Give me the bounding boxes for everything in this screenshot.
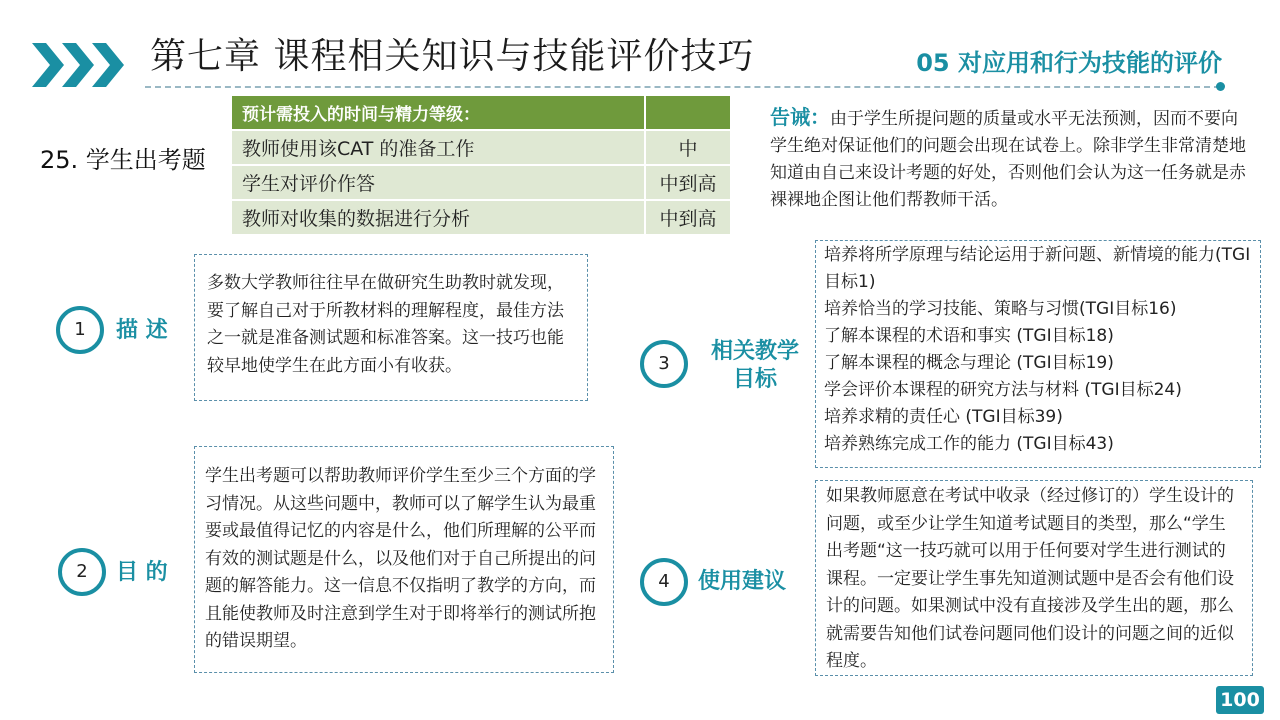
table-cell-item: 教师对收集的数据进行分析 xyxy=(232,200,645,235)
goal-item: 培养恰当的学习技能、策略与习惯(TGI目标16) xyxy=(824,299,1177,319)
page-title: 第七章 课程相关知识与技能评价技巧 xyxy=(150,36,755,77)
number-badge-4: 4 xyxy=(640,558,688,606)
goal-item: 培养求精的责任心 (TGI目标39) xyxy=(824,407,1063,427)
table-row xyxy=(232,165,730,200)
exercise-title: 25. 学生出考题 xyxy=(40,146,206,174)
table-header-empty xyxy=(645,96,730,130)
goal-item: 了解本课程的术语和事实 (TGI目标18) xyxy=(824,326,1114,346)
suggestions-box xyxy=(815,480,1253,676)
goals-box xyxy=(815,240,1261,468)
table-cell-item: 教师使用该CAT 的准备工作 xyxy=(232,130,645,165)
table-row xyxy=(232,130,730,165)
suggestions-text: 如果教师愿意在考试中收录（经过修订的）学生设计的问题，或至少让学生知道考试题目的类型，那么“学生出考题“这一技巧就可以用于任何要对学生进行测试的课程。一定要让学生事先知道测试题中是否会有他们设计的问题。如果测试中没有直接涉及学生出的题，那么就需要告知他们试卷问题同他们设计的问题之间的近似程度。 xyxy=(826,486,1234,671)
table-cell-level: 中 xyxy=(645,130,730,165)
effort-table xyxy=(232,96,730,236)
table-cell-item: 学生对评价作答 xyxy=(232,165,645,200)
number-badge-2: 2 xyxy=(58,548,106,596)
goal-item: 了解本课程的概念与理论 (TGI目标19) xyxy=(824,353,1114,373)
table-header-row xyxy=(232,96,730,130)
warning-note xyxy=(770,104,1248,214)
describe-label: 描 述 xyxy=(116,318,168,343)
number-badge-1: 1 xyxy=(56,306,104,354)
purpose-text: 学生出考题可以帮助教师评价学生至少三个方面的学习情况。从这些问题中，教师可以了解学生认为最重要或最值得记忆的内容是什么，他们所理解的公平而有效的测试题是什么，以及他们对于自己所提出的问题的解答能力。这一信息不仅指明了教学的方向，而且能使教师及时注意到学生对于即将举行的测试所抱的错误期望。 xyxy=(205,466,596,651)
purpose-label: 目 的 xyxy=(116,560,168,585)
section-title: 05 对应用和行为技能的评价 xyxy=(916,49,1222,77)
goals-label-line2: 目标 xyxy=(732,367,777,392)
warning-label: 告诫： xyxy=(770,105,830,129)
describe-text: 多数大学教师往往早在做研究生助教时就发现，要了解自己对于所教材料的理解程度，最佳方法之一就是准备测试题和标准答案。这一技巧也能较早地使学生在此方面小有收获。 xyxy=(207,273,564,376)
number-badge-3: 3 xyxy=(640,340,688,388)
goal-item: 培养将所学原理与结论运用于新问题、新情境的能力(TGI目标1) xyxy=(824,245,1251,292)
goal-item: 学会评价本课程的研究方法与材料 (TGI目标24) xyxy=(824,380,1182,400)
goals-label xyxy=(700,338,810,394)
table-cell-level: 中到高 xyxy=(645,165,730,200)
warning-text: 由于学生所提问题的质量或水平无法预测，因而不要向学生绝对保证他们的问题会出现在试卷上。除非学生非常清楚地知道由自己来设计考题的好处，否则他们会认为这一任务就是赤裸裸地企图让他们帮教师干活。 xyxy=(770,109,1246,210)
goal-item: 培养熟练完成工作的能力 (TGI目标43) xyxy=(824,434,1114,454)
purpose-box xyxy=(194,446,614,673)
chevron-arrows-icon xyxy=(30,40,130,90)
table-header-cell: 预计需投入的时间与精力等级： xyxy=(232,96,645,130)
page-number-badge: 100 xyxy=(1216,686,1264,714)
describe-box xyxy=(194,254,588,401)
suggestions-label: 使用建议 xyxy=(698,569,787,594)
goals-label-line1: 相关教学 xyxy=(710,339,799,364)
table-row xyxy=(232,200,730,235)
divider-dot xyxy=(1216,82,1225,91)
title-divider xyxy=(145,86,1220,88)
table-cell-level: 中到高 xyxy=(645,200,730,235)
